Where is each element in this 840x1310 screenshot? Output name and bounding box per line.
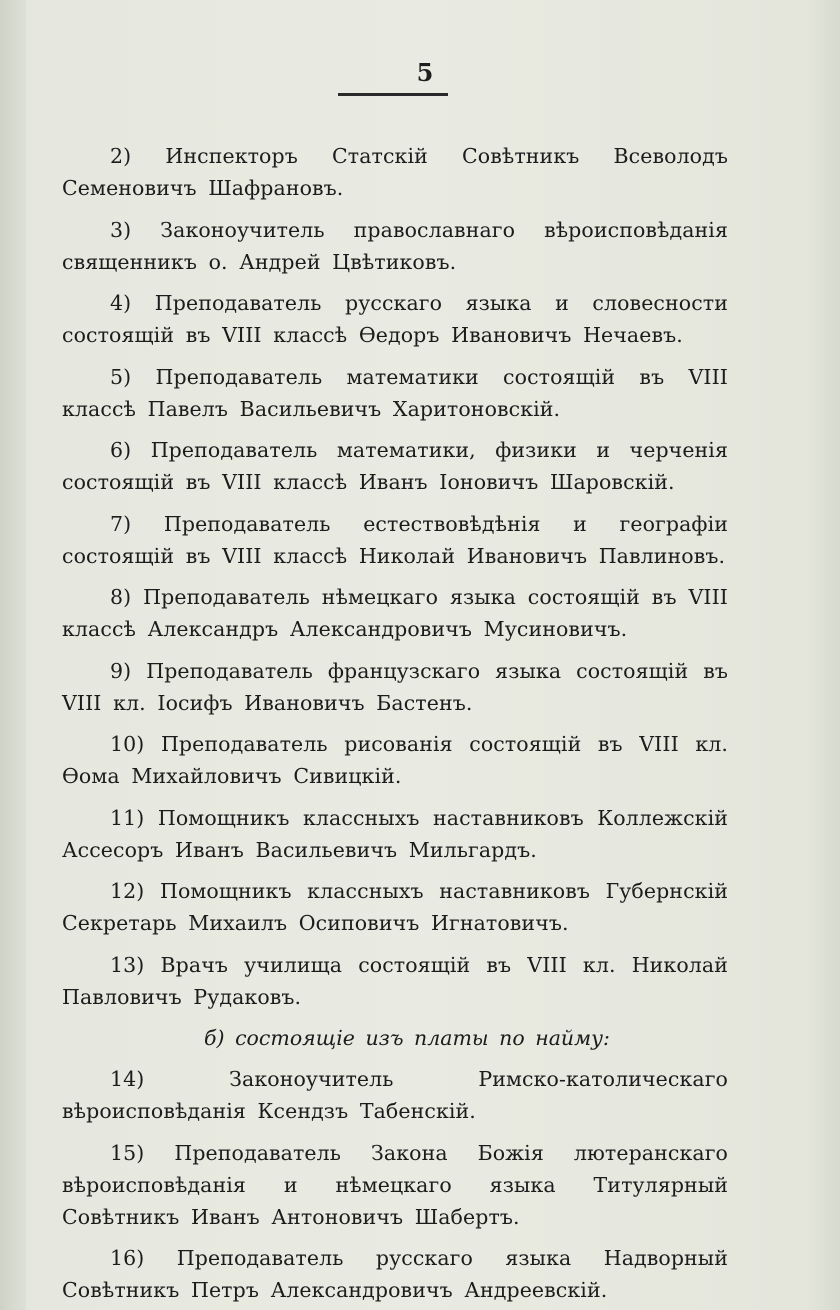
page-number-rule [338, 93, 448, 96]
staff-entry: 6) Преподаватель математики, физики и черченія состоящій въ VIII классѣ Иванъ Іоновичъ Шаровскій. [62, 438, 728, 494]
page-binding-edge [0, 0, 26, 1310]
staff-entry: 4) Преподаватель русскаго языка и словесности состоящій въ VIII классѣ Ѳедоръ Ивановичъ Нечаевъ. [62, 291, 728, 347]
staff-entry: 13) Врачъ училища состоящій въ VIII кл. Николай Павловичъ Рудаковъ. [62, 952, 728, 1009]
staff-entry: 3) Законоучитель православнаго вѣроисповѣданія священникъ о. Андрей Цвѣтиковъ. [62, 217, 728, 274]
staff-entry: 5) Преподаватель математики состоящій въ VIII классѣ Павелъ Васильевичъ Харитоновскій. [62, 364, 728, 421]
staff-entry: 12) Помощникъ классныхъ наставниковъ Губернскій Секретарь Михаилъ Осиповичъ Игнатовичъ. [62, 879, 728, 935]
staff-entry: 8) Преподаватель нѣмецкаго языка состоящій въ VIII классѣ Александръ Александровичъ Мусиновичъ. [62, 585, 728, 641]
staff-entry: 9) Преподаватель французскаго языка состоящій въ VIII кл. Іосифъ Ивановичъ Бастенъ. [62, 658, 728, 715]
staff-list [62, 140, 728, 1310]
staff-entry-hired: 16) Преподаватель русскаго языка Надворный Совѣтникъ Петръ Александровичъ Андреевскій. [62, 1246, 728, 1302]
staff-entry-hired: 15) Преподаватель Закона Божія лютеранскаго вѣроисповѣданія и нѣмецкаго языка Титулярный Совѣтникъ Иванъ Антоновичъ Шабертъ. [62, 1140, 728, 1229]
staff-entry: 2) Инспекторъ Статскій Совѣтникъ Всеволодъ Семеновичъ Шафрановъ. [62, 144, 728, 200]
staff-entry: 11) Помощникъ классныхъ наставниковъ Коллежскій Ассесоръ Иванъ Васильевичъ Мильгардъ. [62, 805, 728, 862]
staff-entry: 7) Преподаватель естествовѣдѣнія и географіи состоящій въ VIII классѣ Николай Ивановичъ Павлиновъ. [62, 511, 728, 568]
section-subheading: б) состоящіе изъ платы по найму: [204, 1026, 610, 1050]
page-number: 5 [416, 58, 434, 87]
staff-entry-hired: 14) Законоучитель Римско-католическаго вѣроисповѣданія Ксендзъ Табенскій. [62, 1067, 728, 1123]
staff-entry: 10) Преподаватель рисованія состоящій въ VIII кл. Ѳома Михайловичъ Сивицкій. [62, 732, 728, 788]
